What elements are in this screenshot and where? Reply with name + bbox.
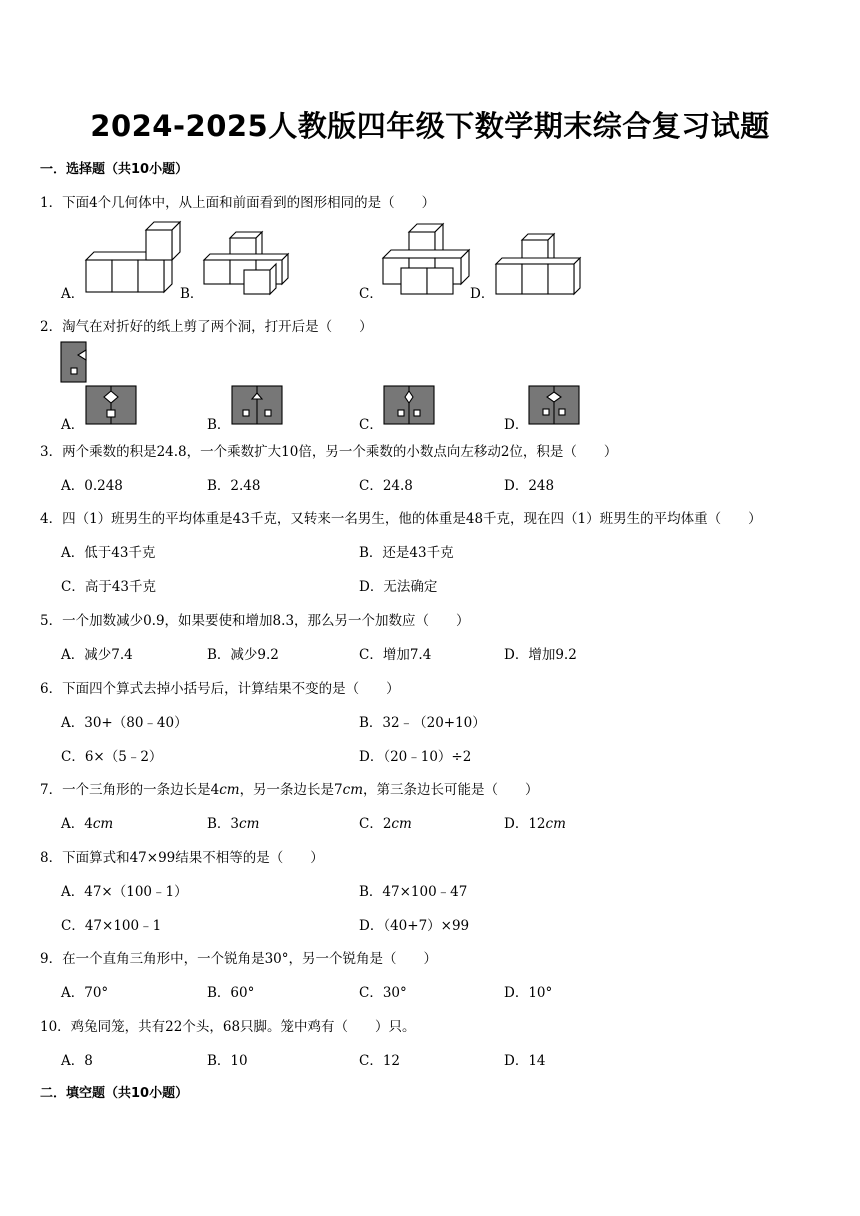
- q1-figure-c-cubes: [383, 224, 473, 296]
- q9-option-b[interactable]: B．60°: [207, 985, 255, 1001]
- q5-option-b[interactable]: B．减少9.2: [207, 647, 279, 663]
- q5-option-c[interactable]: C．增加7.4: [359, 647, 432, 663]
- q3-option-c[interactable]: C．24.8: [359, 478, 413, 494]
- question-7-stem: 7．一个三角形的一条边长是4cm，另一条边长是7cm，第三条边长可能是（ ）: [40, 782, 539, 798]
- q3-option-b[interactable]: B．2.48: [207, 478, 261, 494]
- question-5-stem: 5．一个加数减少0.9，如果要使和增加8.3，那么另一个加数应（ ）: [40, 613, 470, 629]
- q10-option-d[interactable]: D．14: [504, 1053, 546, 1069]
- q9-option-a[interactable]: A．70°: [61, 985, 109, 1001]
- q5-option-d[interactable]: D．增加9.2: [504, 647, 577, 663]
- q2-figure-d-paper: [528, 385, 580, 425]
- q4-option-c[interactable]: C．高于43千克: [61, 579, 157, 595]
- q8-option-a[interactable]: A．47×（100﹣1）: [61, 884, 188, 900]
- q2-option-d-label[interactable]: D．: [504, 417, 529, 433]
- q6-option-d[interactable]: D．（20﹣10）÷2: [359, 749, 472, 765]
- q9-option-c[interactable]: C．30°: [359, 985, 407, 1001]
- q2-option-a-label[interactable]: A．: [61, 417, 85, 433]
- section-heading-fill-in: 二．填空题（共10小题）: [40, 1086, 189, 1101]
- q8-option-d[interactable]: D．（40+7）×99: [359, 918, 470, 934]
- q10-option-c[interactable]: C．12: [359, 1053, 401, 1069]
- q5-option-a[interactable]: A．减少7.4: [61, 647, 133, 663]
- page-title: 2024-2025人教版四年级下数学期末综合复习试题: [90, 109, 770, 143]
- q1-option-c-label[interactable]: C．: [359, 286, 383, 302]
- q6-option-a[interactable]: A．30+（80﹣40）: [61, 715, 188, 731]
- q6-option-c[interactable]: C．6×（5﹣2）: [61, 749, 163, 765]
- q10-option-b[interactable]: B．10: [207, 1053, 248, 1069]
- q2-option-c-label[interactable]: C．: [359, 417, 383, 433]
- q8-option-b[interactable]: B．47×100﹣47: [359, 884, 468, 900]
- q4-option-a[interactable]: A．低于43千克: [61, 545, 156, 561]
- question-8-stem: 8．下面算式和47×99结果不相等的是（ ）: [40, 850, 324, 866]
- q2-figure-a-paper: [85, 385, 137, 425]
- q10-option-a[interactable]: A．8: [61, 1053, 93, 1069]
- q7-option-b[interactable]: B．3cm: [207, 816, 260, 832]
- question-1-stem: 1．下面4个几何体中，从上面和前面看到的图形相同的是（ ）: [40, 195, 436, 211]
- q2-option-b-label[interactable]: B．: [207, 417, 231, 433]
- q1-option-a-label[interactable]: A．: [61, 286, 85, 302]
- question-10-stem: 10．鸡兔同笼，共有22个头，68只脚。笼中鸡有（ ）只。: [40, 1019, 416, 1035]
- q9-option-d[interactable]: D．10°: [504, 985, 553, 1001]
- q7-option-a[interactable]: A．4cm: [61, 816, 114, 832]
- question-9-stem: 9．在一个直角三角形中，一个锐角是30°，另一个锐角是（ ）: [40, 951, 438, 967]
- q7-option-d[interactable]: D．12cm: [504, 816, 566, 832]
- q8-option-c[interactable]: C．47×100﹣1: [61, 918, 162, 934]
- q1-figure-a-cubes: [86, 222, 182, 296]
- q6-option-b[interactable]: B．32﹣（20+10）: [359, 715, 486, 731]
- q1-option-b-label[interactable]: B．: [180, 286, 204, 302]
- q2-folded-paper-figure: [60, 340, 88, 384]
- q4-option-b[interactable]: B．还是43千克: [359, 545, 454, 561]
- question-6-stem: 6．下面四个算式去掉小括号后，计算结果不变的是（ ）: [40, 681, 400, 697]
- question-2-stem: 2．淘气在对折好的纸上剪了两个洞，打开后是（ ）: [40, 319, 373, 335]
- q1-figure-b-cubes: [204, 230, 288, 296]
- q1-figure-d-cubes: [496, 232, 584, 296]
- q4-option-d[interactable]: D．无法确定: [359, 579, 438, 595]
- q2-figure-b-paper: [231, 385, 283, 425]
- question-3-stem: 3．两个乘数的积是24.8，一个乘数扩大10倍，另一个乘数的小数点向左移动2位，积是（ ）: [40, 444, 618, 460]
- q3-option-a[interactable]: A．0.248: [61, 478, 123, 494]
- q1-option-d-label[interactable]: D．: [470, 286, 495, 302]
- section-heading-choice: 一．选择题（共10小题）: [40, 162, 189, 177]
- q3-option-d[interactable]: D．248: [504, 478, 555, 494]
- question-4-stem: 4．四（1）班男生的平均体重是43千克，又转来一名男生，他的体重是48千克，现在四（1）班男生的平均体重（ ）: [40, 511, 762, 527]
- q7-option-c[interactable]: C．2cm: [359, 816, 412, 832]
- q2-figure-c-paper: [383, 385, 435, 425]
